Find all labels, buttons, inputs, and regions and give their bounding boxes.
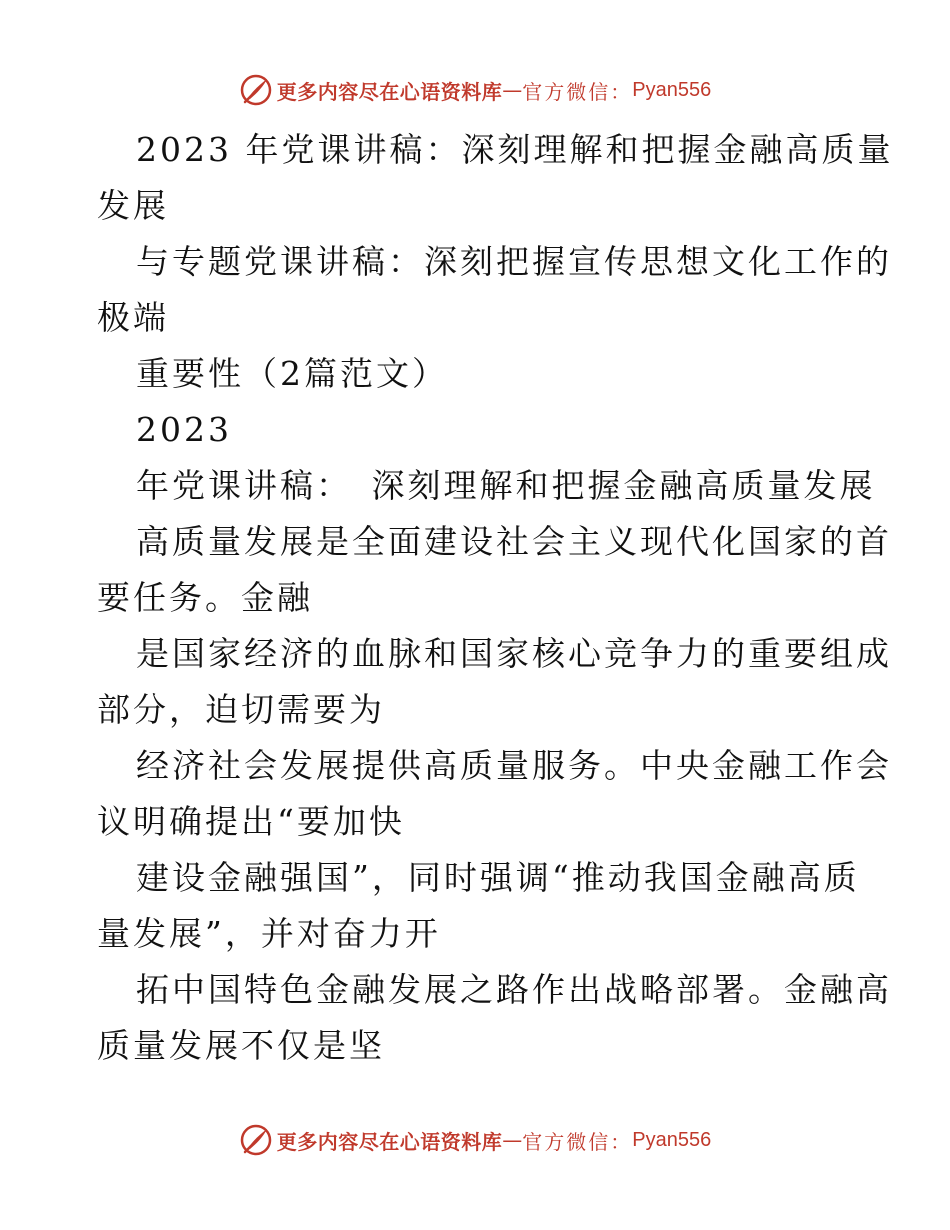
text-line: 拓中国特色金融发展之路作出战略部署。金融高 [136,970,892,1009]
quill-logo-icon [239,1123,273,1157]
separator-dash: — [502,78,523,102]
text-line: 2023 年党课讲稿：深刻理解和把握金融高质量 [136,130,894,169]
text-line: 发展 [97,186,169,225]
wechat-label: 官方微信： [522,1129,633,1154]
text-line: 部分，迫切需要为 [97,690,385,729]
text-line: 议明确提出“要加快 [97,802,405,841]
text-line: 质量发展不仅是坚 [97,1026,385,1065]
separator-dash: — [502,1128,523,1152]
header-watermark [0,70,950,110]
brand-name: 更多内容尽在心语资料库 [276,1129,503,1154]
wechat-id: Pyan556 [632,78,712,101]
text-line: 与专题党课讲稿：深刻把握宣传思想文化工作的 [136,242,892,281]
text-line: 经济社会发展提供高质量服务。中央金融工作会 [136,746,892,785]
text-line: 2023 [136,410,232,449]
document-body [97,122,894,1074]
brand-name: 更多内容尽在心语资料库 [276,79,503,104]
wechat-label: 官方微信： [522,79,633,104]
text-line: 重要性（2篇范文） [136,354,448,393]
text-line: 量发展”，并对奋力开 [97,914,441,953]
text-line: 高质量发展是全面建设社会主义现代化国家的首 [136,522,892,561]
wechat-id: Pyan556 [632,1128,712,1151]
text-line: 极端 [97,298,169,337]
footer-watermark [0,1120,950,1160]
quill-logo-icon [239,73,273,107]
text-line: 是国家经济的血脉和国家核心竞争力的重要组成 [136,634,892,673]
text-line: 要任务。金融 [97,578,313,617]
text-line: 建设金融强国”，同时强调“推动我国金融高质 [136,858,860,897]
text-line: 年党课讲稿： 深刻理解和把握金融高质量发展 [136,466,876,505]
